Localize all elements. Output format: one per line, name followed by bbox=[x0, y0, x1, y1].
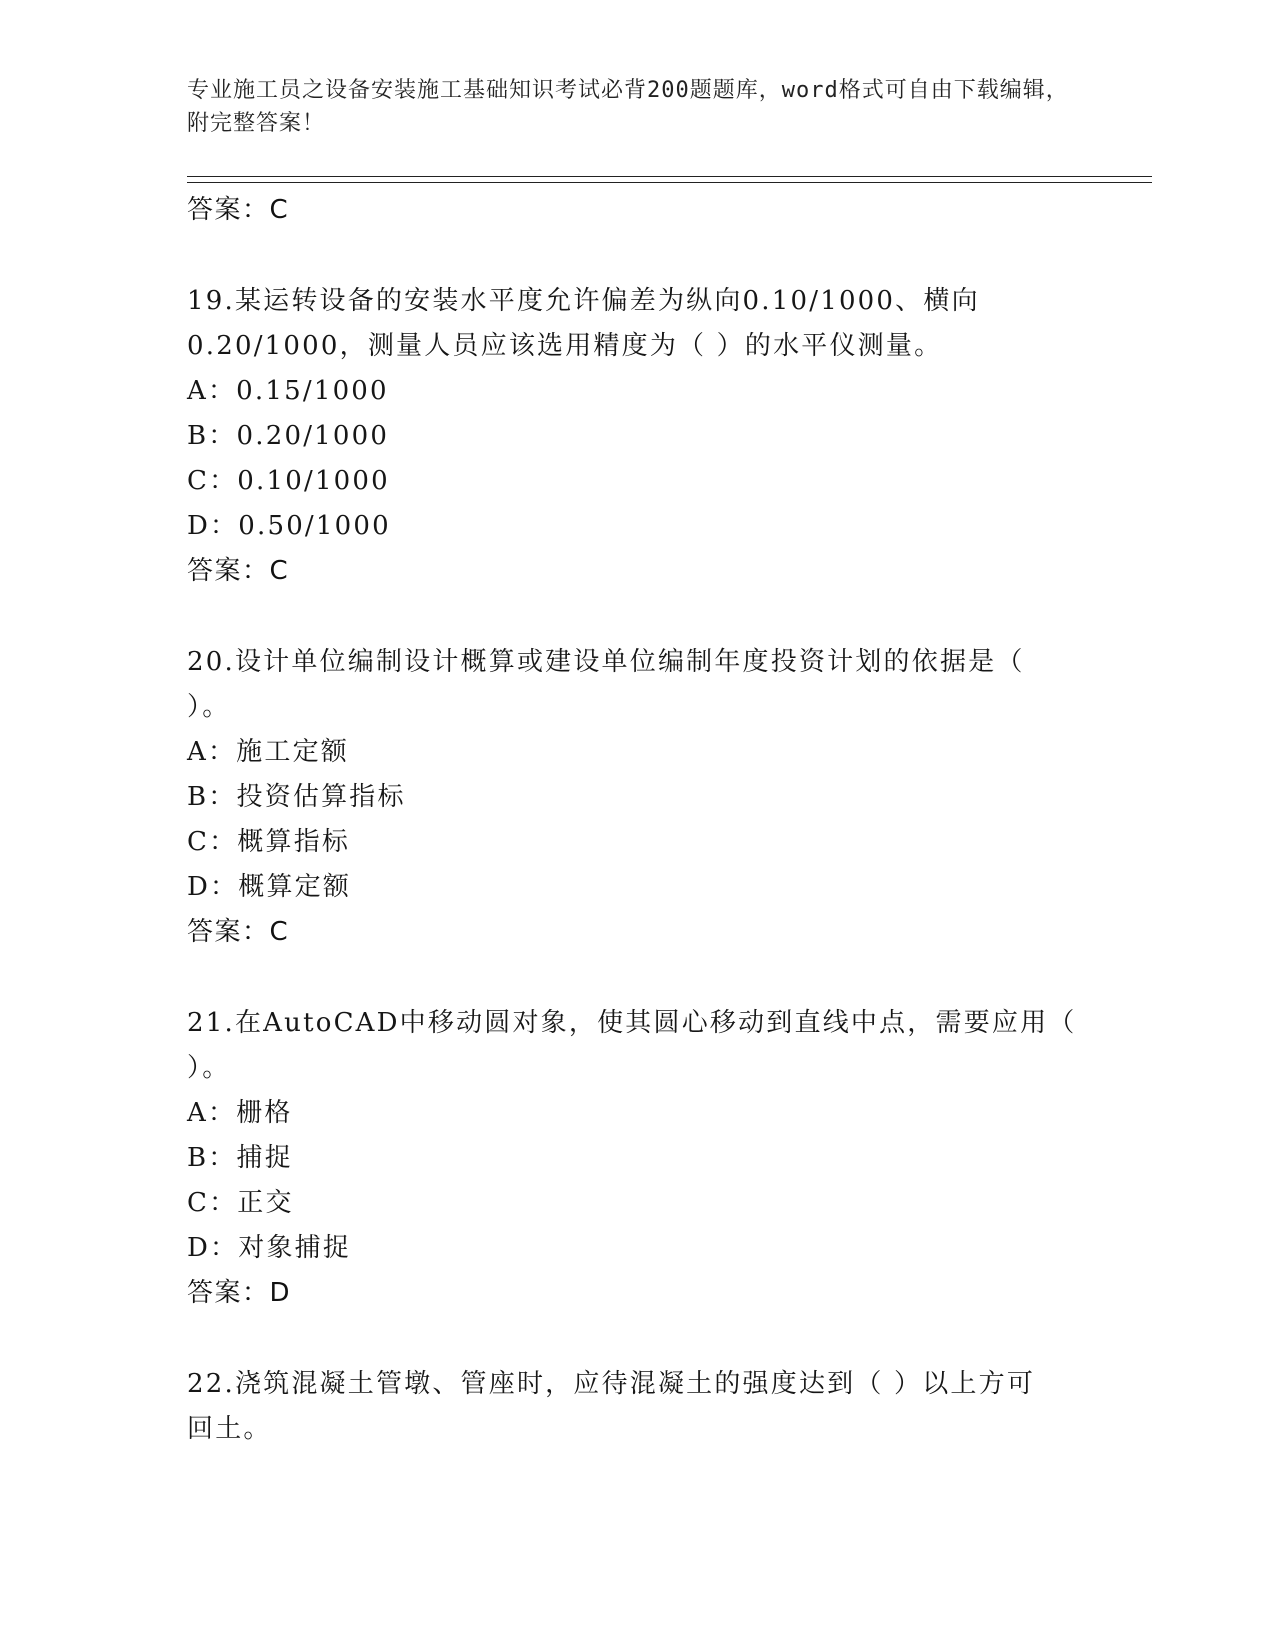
question-19 bbox=[187, 279, 1087, 594]
question-stem: ）。 bbox=[187, 1053, 231, 1083]
answer-line: 答案：D bbox=[187, 1278, 292, 1308]
option-b: B：投资估算指标 bbox=[187, 782, 406, 812]
question-20 bbox=[187, 640, 1087, 955]
header-divider bbox=[187, 176, 1152, 177]
question-stem: 22.浇筑混凝土管墩、管座时，应待混凝土的强度达到（ ）以上方可 bbox=[187, 1369, 1036, 1399]
option-a: A：栅格 bbox=[187, 1098, 293, 1128]
question-stem: 21.在AutoCAD中移动圆对象，使其圆心移动到直线中点，需要应用（ bbox=[187, 1008, 1077, 1038]
question-stem: 19.某运转设备的安装水平度允许偏差为纵向0.10/1000、横向 bbox=[187, 286, 980, 316]
question-22 bbox=[187, 1362, 1087, 1452]
question-stem: 0.20/1000，测量人员应该选用精度为（ ）的水平仪测量。 bbox=[187, 331, 943, 361]
answer-line: 答案：C bbox=[187, 556, 290, 586]
option-d: D：概算定额 bbox=[187, 872, 352, 902]
question-stem: ）。 bbox=[187, 692, 231, 722]
question-21 bbox=[187, 1001, 1087, 1316]
question-stem: 回土。 bbox=[187, 1414, 272, 1444]
document-header: 专业施工员之设备安装施工基础知识考试必背200题题库，word格式可自由下载编辑，附完整答案！ bbox=[187, 78, 1069, 136]
option-d: D：对象捕捉 bbox=[187, 1233, 352, 1263]
question-stem: 20.设计单位编制设计概算或建设单位编制年度投资计划的依据是（ bbox=[187, 647, 1025, 677]
option-a: A：0.15/1000 bbox=[187, 376, 389, 406]
option-c: C：0.10/1000 bbox=[187, 466, 390, 496]
question-list bbox=[187, 188, 1087, 1452]
option-b: B：0.20/1000 bbox=[187, 421, 390, 451]
option-d: D：0.50/1000 bbox=[187, 511, 391, 541]
answer-line: 答案：C bbox=[187, 917, 290, 947]
header-divider-secondary bbox=[187, 182, 1152, 183]
option-b: B：捕捉 bbox=[187, 1143, 293, 1173]
option-c: C：正交 bbox=[187, 1188, 294, 1218]
answer-line: 答案：C bbox=[187, 195, 290, 225]
option-a: A：施工定额 bbox=[187, 737, 349, 767]
option-c: C：概算指标 bbox=[187, 827, 351, 857]
